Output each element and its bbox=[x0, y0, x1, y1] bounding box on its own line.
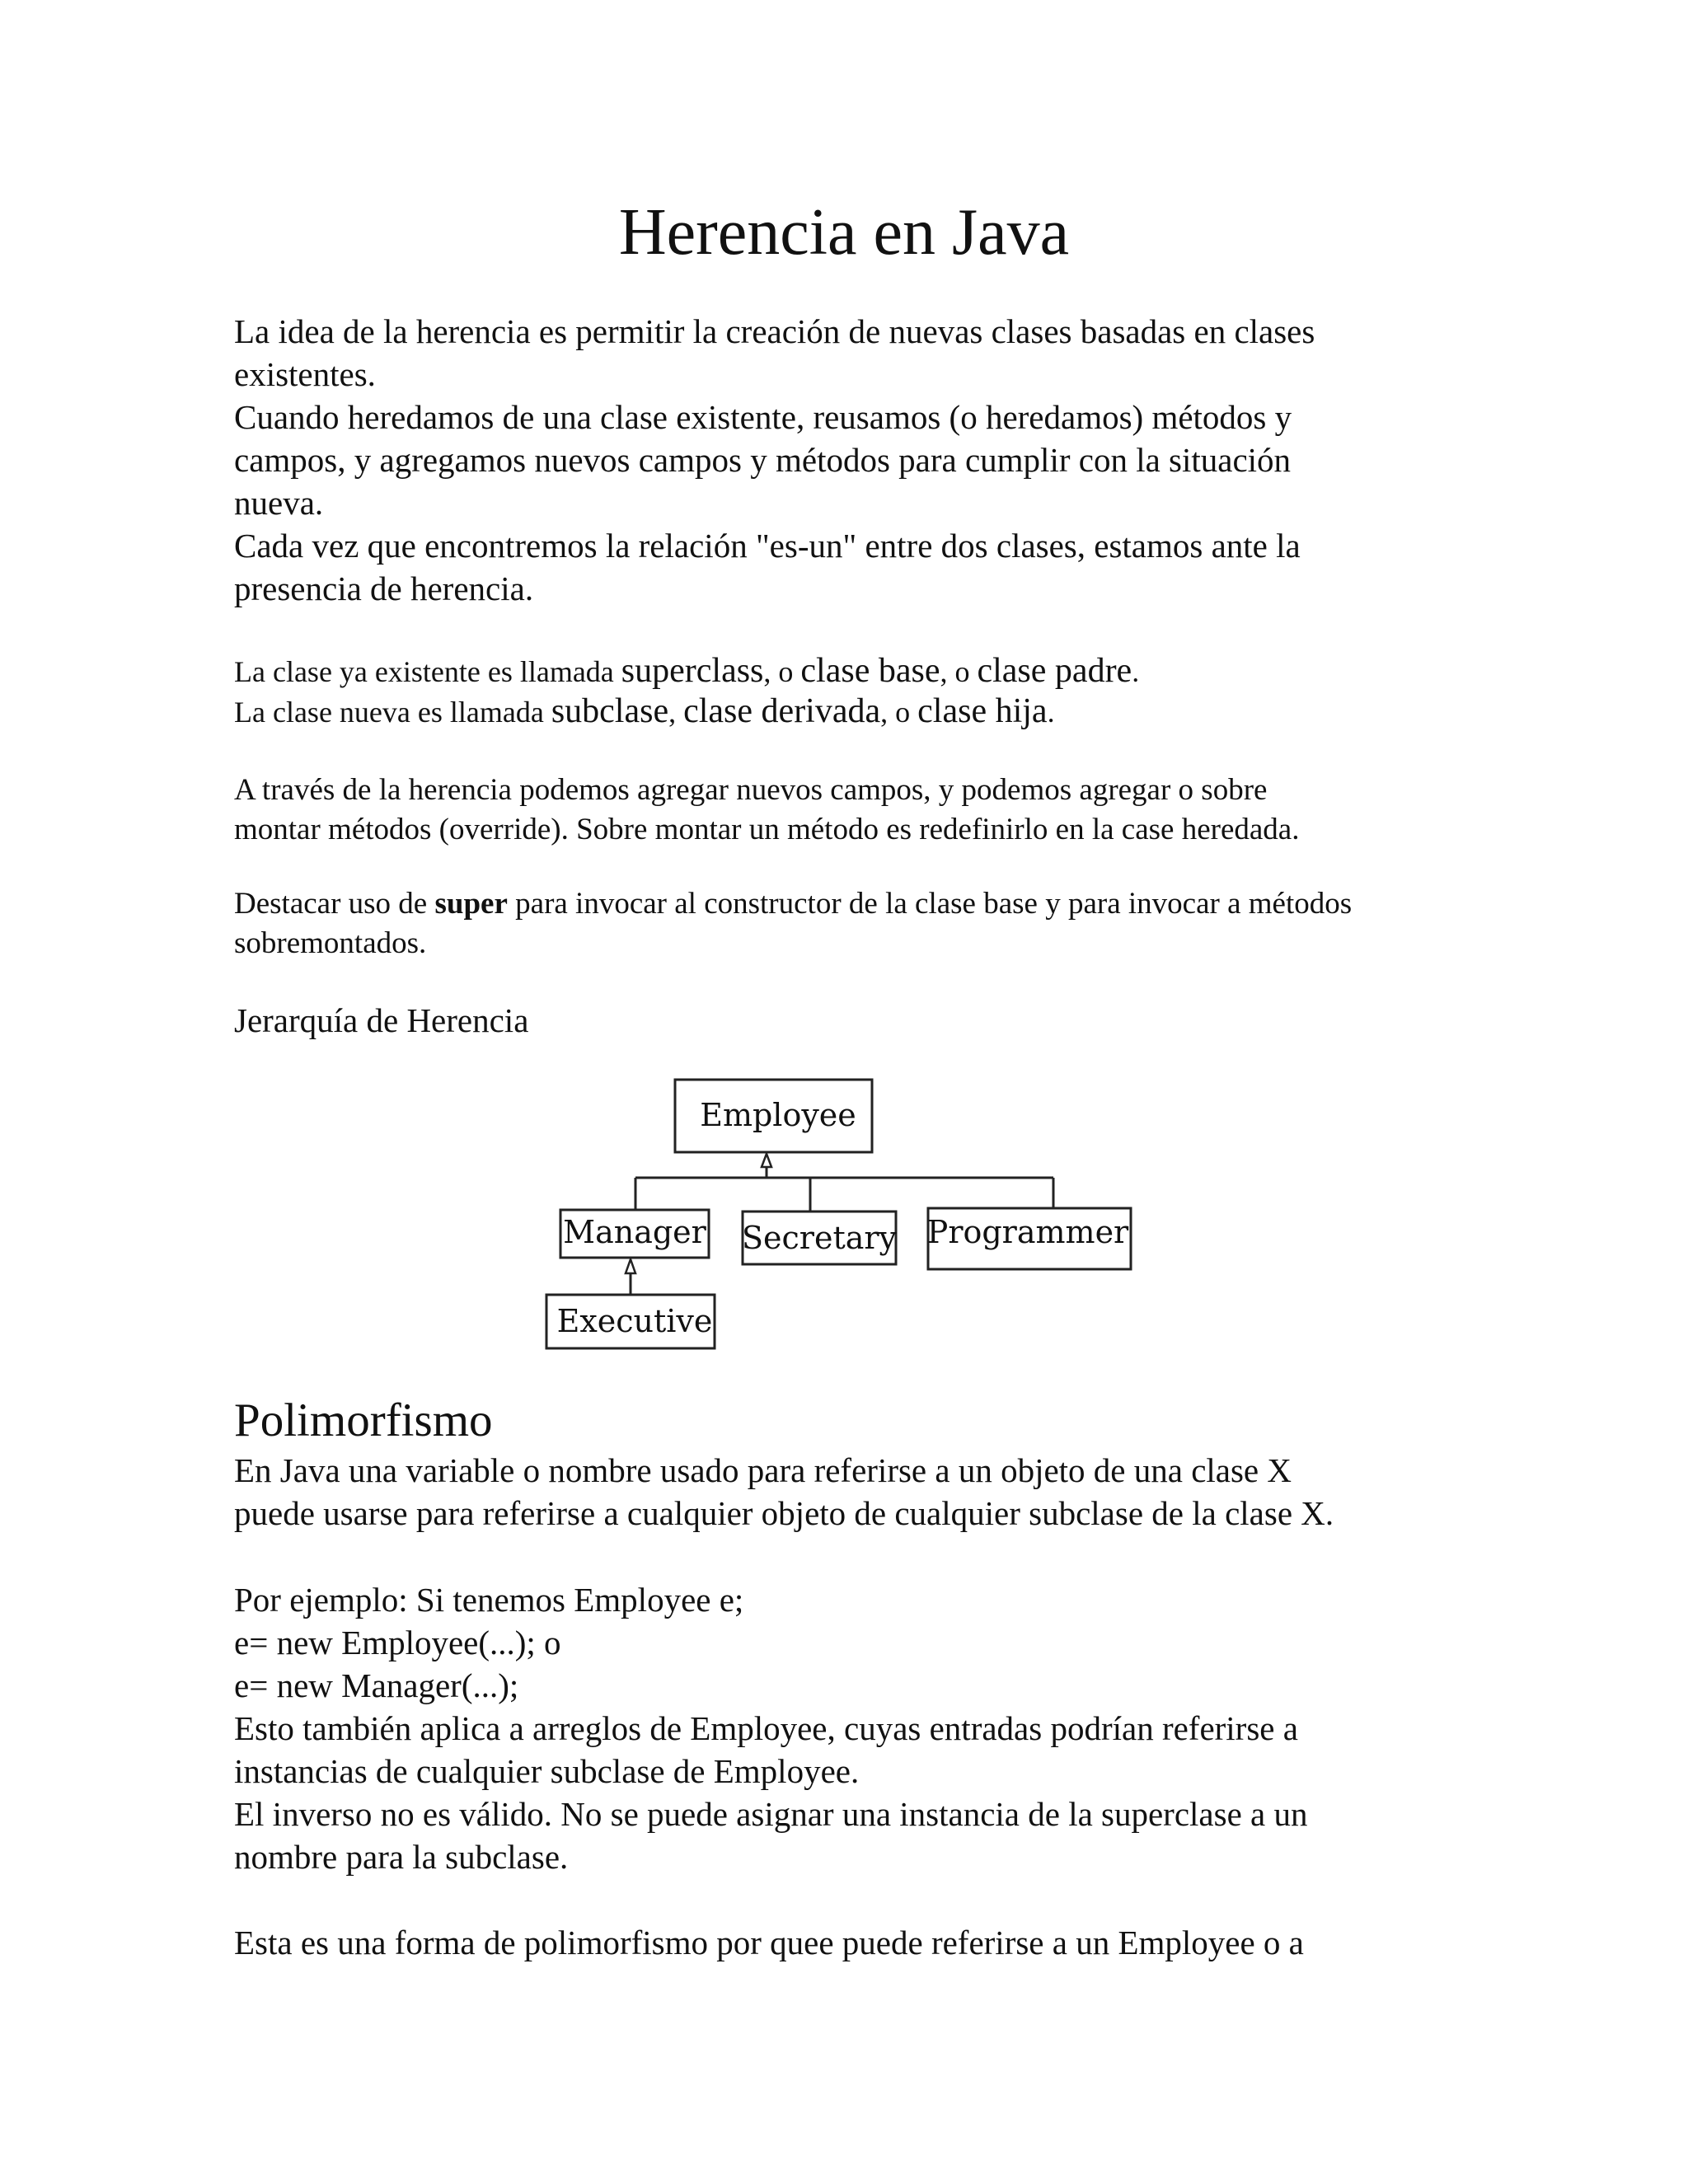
text-run: , bbox=[668, 696, 684, 729]
text-line: En Java una variable o nombre usado para referirse a un objeto de una clase X bbox=[234, 1451, 1292, 1489]
text-line: Esto también aplica a arreglos de Employee, cuyas entradas podrían referirse a bbox=[234, 1709, 1298, 1747]
hierarchy-heading: Jerarquía de Herencia bbox=[234, 1001, 529, 1039]
text-line: sobremontados. bbox=[234, 926, 427, 960]
text-line: Cada vez que encontremos la relación "es-un" entre dos clases, estamos ante la bbox=[234, 527, 1301, 565]
text-line: montar métodos (override). Sobre montar un método es redefinirlo en la case heredada. bbox=[234, 813, 1300, 846]
term-clase-padre: clase padre bbox=[977, 652, 1132, 690]
polymorphism-paragraph-2 bbox=[234, 1578, 1487, 1878]
code-line: e= new Manager(...); bbox=[234, 1666, 519, 1704]
text-run: , o bbox=[763, 655, 801, 688]
term-superclass: superclass bbox=[621, 652, 764, 690]
text-run: Destacar uso de bbox=[234, 887, 435, 921]
page-title: Herencia en Java bbox=[618, 196, 1070, 269]
text-run: para invocar al constructor de la clase base y para invocar a métodos bbox=[507, 887, 1353, 921]
text-run: . bbox=[1047, 696, 1055, 729]
text-line: La idea de la herencia es permitir la creación de nuevas clases basadas en clases bbox=[234, 312, 1315, 350]
polymorphism-paragraph-1 bbox=[234, 1449, 1487, 1535]
inheritance-arrow-icon bbox=[626, 1259, 635, 1273]
text-run: La clase nueva es llamada bbox=[234, 696, 551, 729]
text-run: , o bbox=[940, 655, 978, 688]
secretary-label: Secretary bbox=[741, 1220, 898, 1256]
text-line: campos, y agregamos nuevos campos y métodos para cumplir con la situación bbox=[234, 441, 1292, 479]
text-run: La clase ya existente es llamada bbox=[234, 655, 621, 688]
text-line: nueva. bbox=[234, 484, 324, 522]
keyword-super: super bbox=[434, 887, 508, 921]
text-line: presencia de herencia. bbox=[234, 569, 534, 607]
code-line: e= new Employee(...); o bbox=[234, 1624, 561, 1661]
polymorphism-heading: Polimorfismo bbox=[234, 1394, 493, 1446]
text-line: El inverso no es válido. No se puede asignar una instancia de la superclase a un bbox=[234, 1795, 1308, 1833]
programmer-label: Programmer bbox=[926, 1214, 1129, 1250]
text-line: Esta es una forma de polimorfismo por quee puede referirse a un Employee o a bbox=[234, 1924, 1304, 1961]
term-subclase: subclase bbox=[551, 692, 669, 730]
inheritance-arrow-icon bbox=[762, 1154, 771, 1167]
term-clase-derivada: clase derivada bbox=[683, 692, 881, 730]
text-line: A través de la herencia podemos agregar nuevos campos, y podemos agregar o sobre bbox=[234, 773, 1268, 807]
term-clase-base: clase base bbox=[800, 652, 940, 690]
text-run: . bbox=[1132, 655, 1140, 688]
text-line: nombre para la subclase. bbox=[234, 1838, 569, 1876]
manager-label: Manager bbox=[563, 1214, 706, 1250]
text-line: Por ejemplo: Si tenemos Employee e; bbox=[234, 1581, 744, 1619]
polymorphism-paragraph-3 bbox=[234, 1921, 1487, 1964]
employee-label: Employee bbox=[700, 1097, 856, 1133]
text-line: existentes. bbox=[234, 355, 376, 393]
text-line: puede usarse para referirse a cualquier objeto de cualquier subclase de la clase X. bbox=[234, 1494, 1334, 1532]
text-line: instancias de cualquier subclase de Employee. bbox=[234, 1752, 860, 1790]
text-line: Cuando heredamos de una clase existente, reusamos (o heredamos) métodos y bbox=[234, 398, 1292, 436]
text-run: , o bbox=[880, 696, 918, 729]
executive-label: Executive bbox=[556, 1303, 713, 1339]
term-clase-hija: clase hija bbox=[917, 692, 1048, 730]
